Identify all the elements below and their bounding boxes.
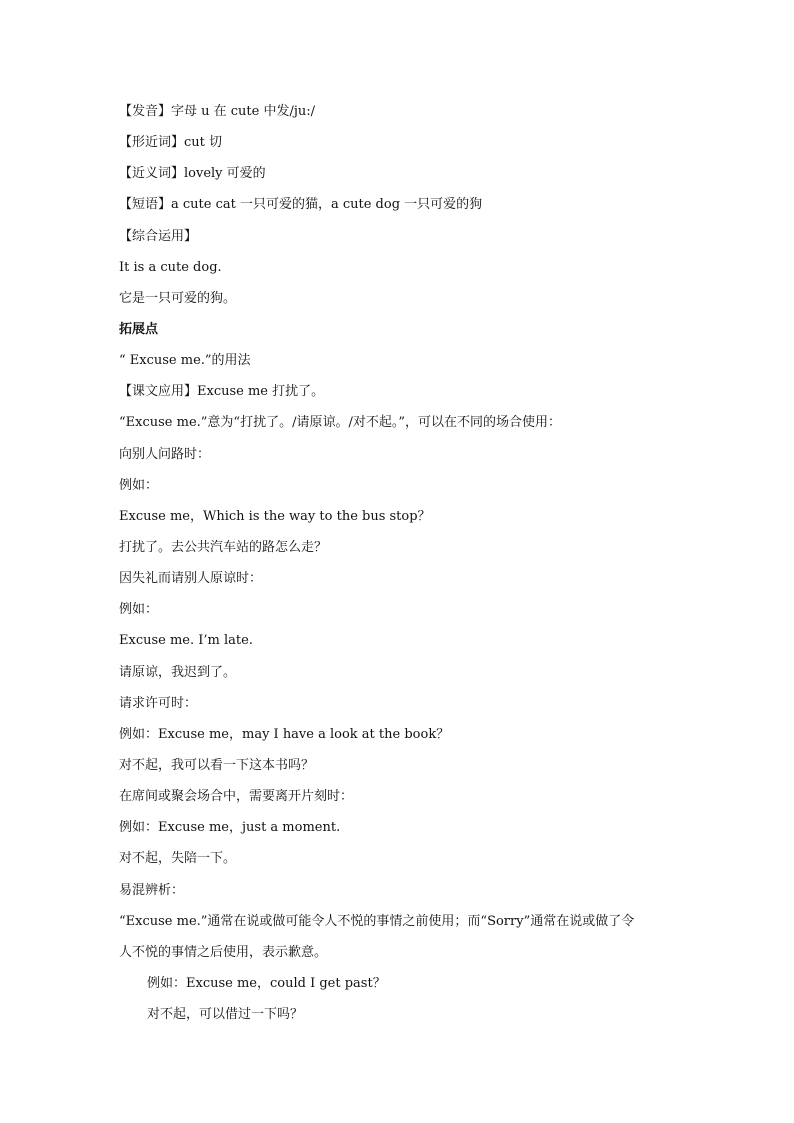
example-sentence-zh: 它是一只可爱的狗。 — [119, 291, 237, 306]
example-zh: 对不起，失陪一下。 — [119, 851, 237, 866]
example-label: 例如： — [119, 478, 159, 493]
example-zh: 对不起，可以借过一下吗？ — [147, 1007, 304, 1022]
case-asking-way: 向别人问路时： — [119, 447, 211, 462]
confusion-heading: 易混辨析： — [119, 883, 185, 898]
excuse-me-usage-title: “ Excuse me.”的用法 — [119, 353, 251, 368]
example-sentence-en: It is a cute dog. — [119, 260, 222, 275]
extension-heading: 拓展点 — [119, 322, 159, 337]
case-leaving: 在席间或聚会场合中，需要离开片刻时： — [119, 789, 354, 804]
example-zh: 打扰了。去公共汽车站的路怎么走？ — [119, 540, 328, 555]
example-en: 例如：Excuse me，just a moment. — [119, 820, 341, 835]
text-application-line: 【课文应用】Excuse me 打扰了。 — [119, 384, 325, 399]
usage-heading: 【综合运用】 — [119, 229, 198, 244]
example-zh: 请原谅，我迟到了。 — [119, 665, 237, 680]
example-en: Excuse me，Which is the way to the bus stop？ — [119, 509, 431, 524]
case-permission: 请求许可时： — [119, 696, 198, 711]
example-zh: 对不起，我可以看一下这本书吗？ — [119, 758, 315, 773]
pronunciation-line: 【发音】字母 u 在 cute 中发/ju:/ — [119, 104, 316, 119]
example-label: 例如： — [119, 602, 159, 617]
meaning-line: “Excuse me.”意为“打扰了。/请原谅。/对不起。”，可以在不同的场合使用： — [119, 415, 561, 430]
synonym-line: 【近义词】lovely 可爱的 — [119, 166, 266, 181]
case-apology: 因失礼而请别人原谅时： — [119, 571, 263, 586]
similar-word-line: 【形近词】cut 切 — [119, 135, 223, 150]
phrase-line: 【短语】a cute cat 一只可爱的猫，a cute dog 一只可爱的狗 — [119, 197, 483, 212]
example-en: 例如：Excuse me，could I get past？ — [147, 976, 386, 991]
confusion-explanation-2: 人不悦的事情之后使用，表示歉意。 — [119, 945, 328, 960]
example-en: 例如：Excuse me，may I have a look at the book？ — [119, 727, 450, 742]
confusion-explanation-1: “Excuse me.”通常在说或做可能令人不悦的事情之前使用；而“Sorry”通常在说或做了令 — [119, 914, 635, 929]
example-en: Excuse me. I’m late. — [119, 633, 253, 648]
